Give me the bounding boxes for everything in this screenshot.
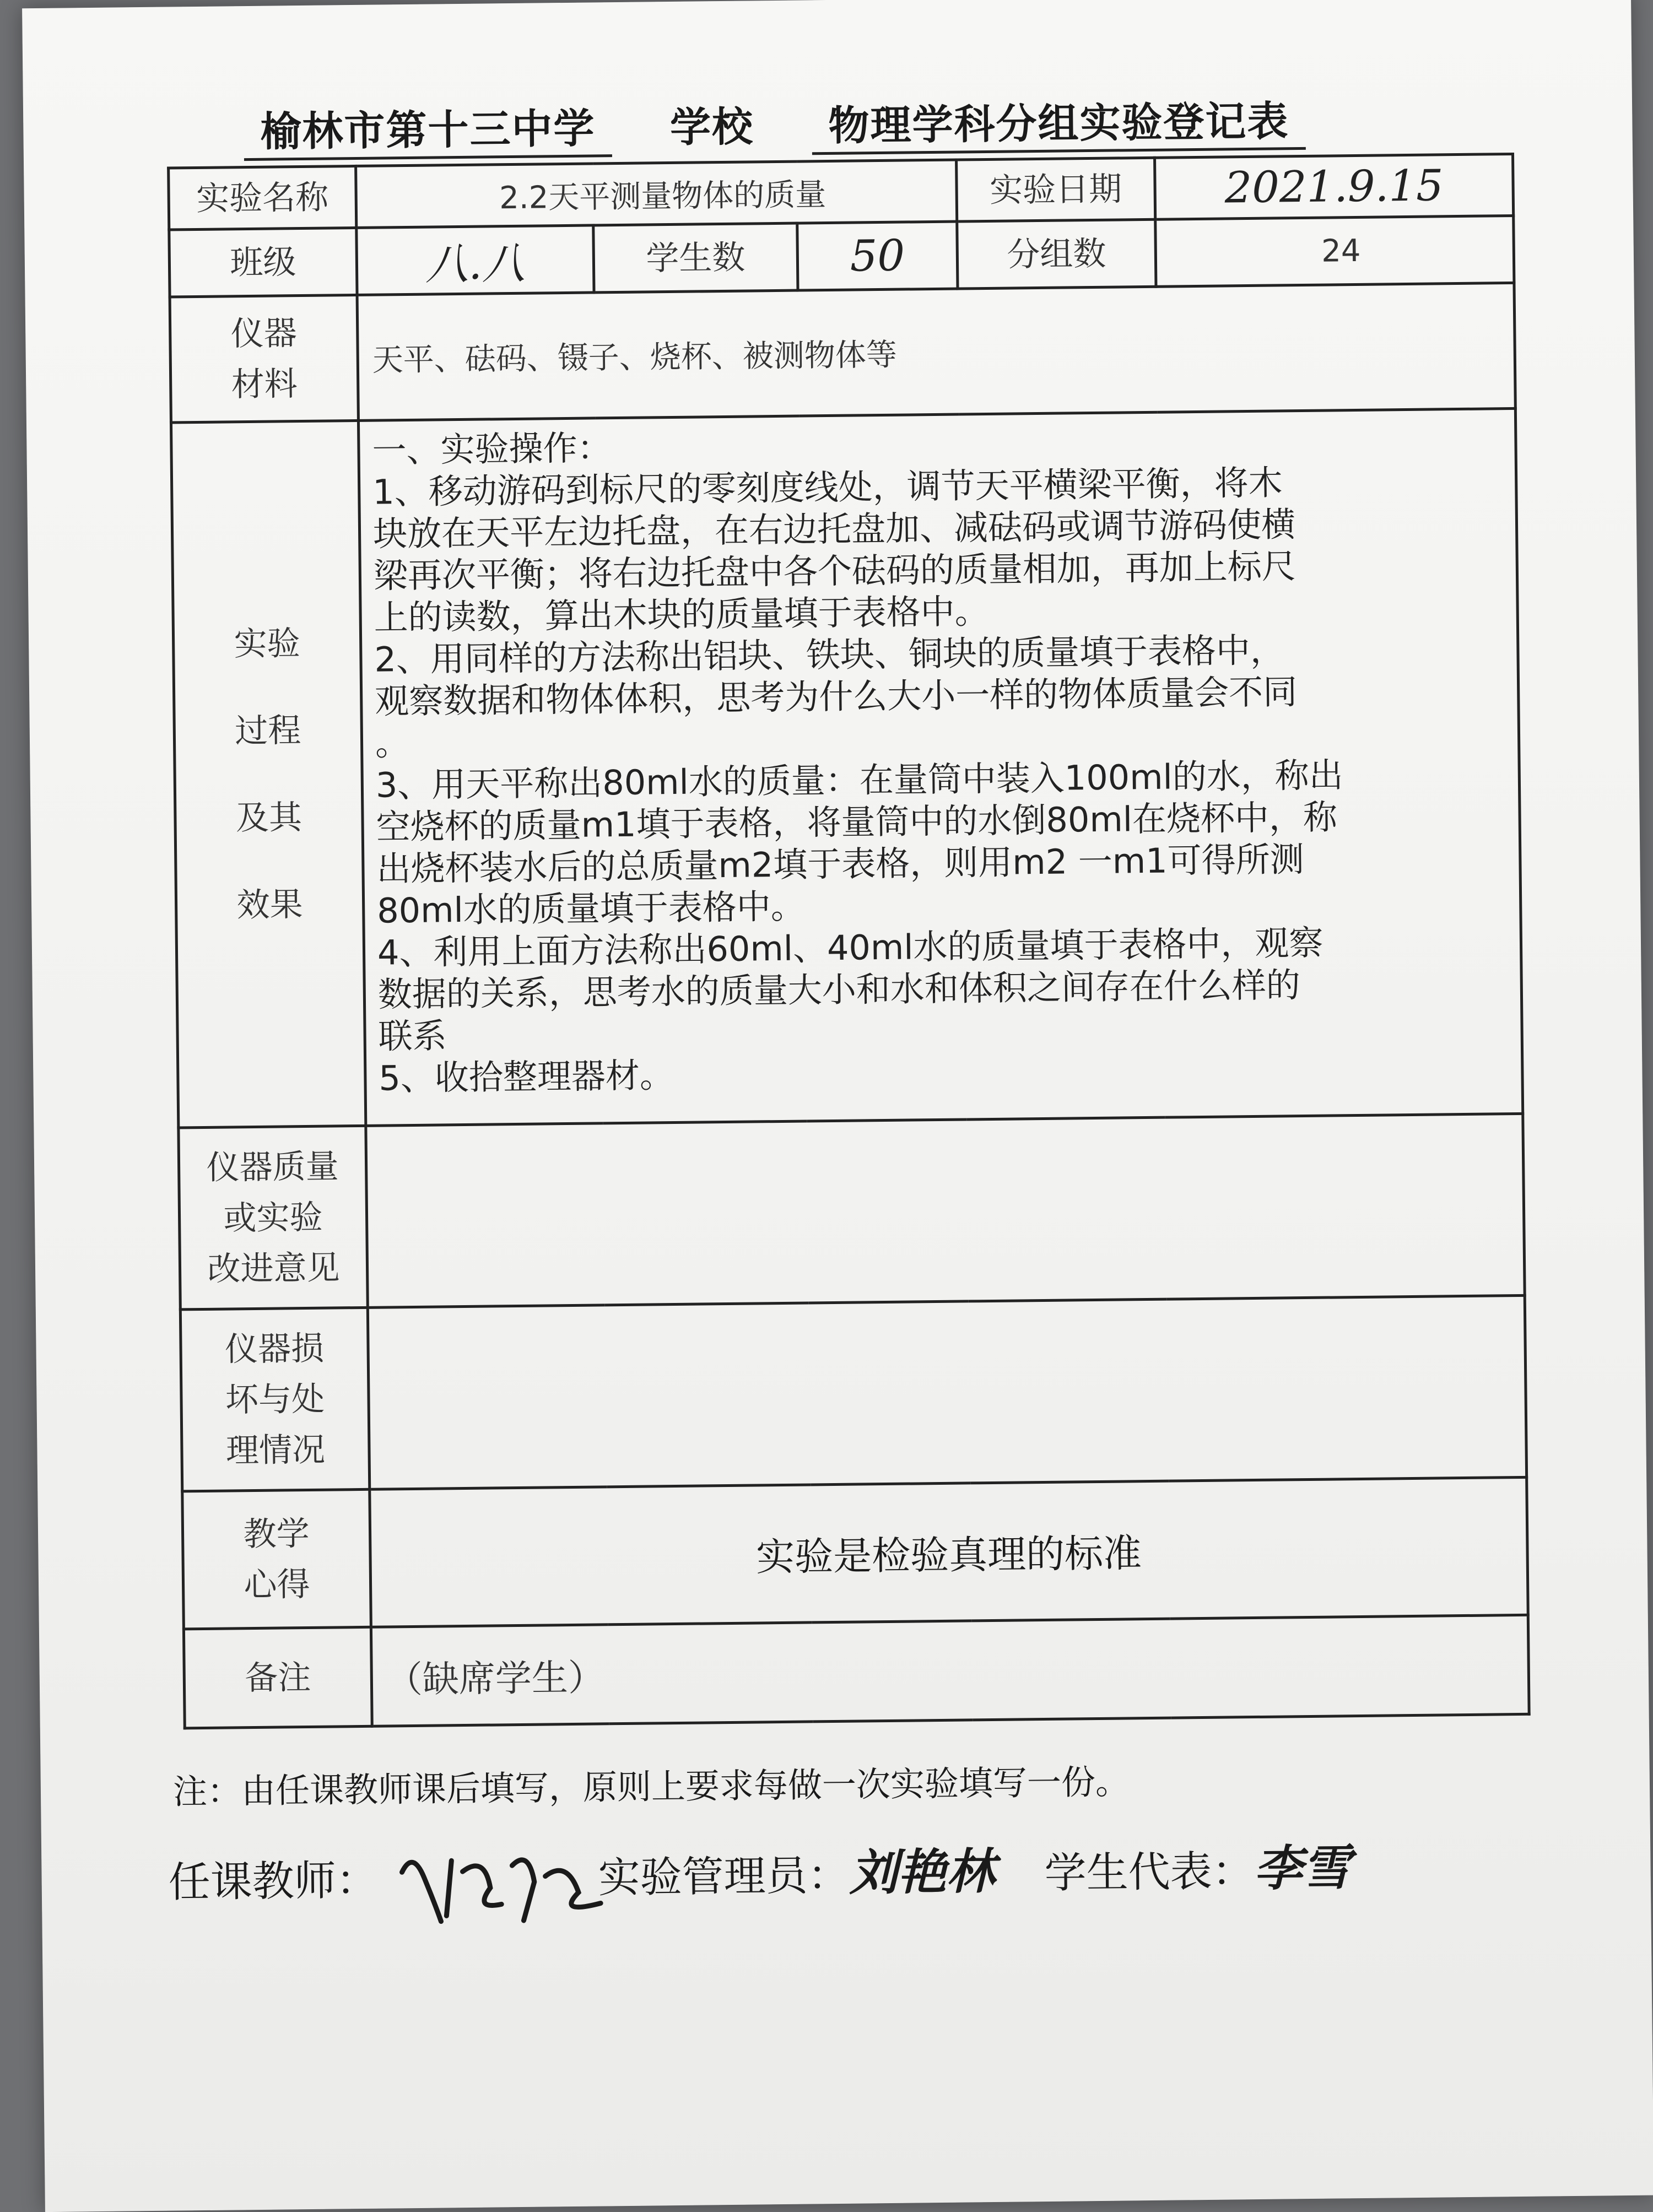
process-content <box>358 408 1522 1126</box>
process-label-line: 及其 <box>235 798 302 837</box>
process-line: 数据的关系，思考水的质量大小和水和体积之间存在什么样的 <box>377 965 1301 1015</box>
teacher-signature-block <box>168 1837 612 1935</box>
process-label-line: 实验 <box>234 624 301 663</box>
school-suffix: 学校 <box>669 103 754 152</box>
admin-label: 实验管理员： <box>598 1850 850 1902</box>
registration-form-paper <box>22 0 1653 2212</box>
quality-value <box>366 1113 1525 1307</box>
process-line: 4、利用上面方法称出60ml、40ml水的质量填于表格中，观察 <box>377 922 1324 973</box>
teacher-handwritten-signature <box>391 1837 612 1933</box>
process-line: 1、移动游码到标尺的零刻度线处，调节天平横梁平衡，将木 <box>372 462 1283 512</box>
process-line: 梁再次平衡；将右边托盘中各个砝码的质量相加，再加上标尺 <box>373 546 1297 596</box>
process-line: 80ml水的质量填于表格中。 <box>376 886 806 931</box>
process-line: 观察数据和物体体积，思考为什么大小一样的物体质量会不同 <box>374 672 1298 722</box>
damage-value <box>368 1295 1526 1489</box>
process-line: 联系 <box>378 1015 447 1057</box>
groups-value: 24 <box>1155 215 1514 286</box>
remarks-value: （缺席学生） <box>371 1615 1529 1726</box>
school-name: 榆林市第十三中学 <box>244 105 612 161</box>
teaching-value: 实验是检验真理的标准 <box>370 1477 1528 1627</box>
quality-label-line: 或实验 <box>223 1198 323 1238</box>
exp-date-label: 实验日期 <box>957 158 1155 221</box>
exp-date-value: 2021.9.15 <box>1155 154 1514 219</box>
student-rep-label: 学生代表： <box>1044 1846 1255 1898</box>
process-line: 5、收拾整理器材。 <box>379 1055 674 1099</box>
exp-name-label: 实验名称 <box>169 166 356 230</box>
process-line: 出烧杯装水后的总质量m2填于表格，则用m2 一m1可得所测 <box>376 839 1304 889</box>
form-title-text: 物理学科分组实验登记表 <box>812 98 1306 155</box>
materials-label-line: 材料 <box>231 364 298 404</box>
exp-name-value: 2.2天平测量物体的质量 <box>356 160 957 228</box>
footer-note: 注：由任课教师课后填写，原则上要求每做一次实验填写一份。 <box>172 1761 1130 1812</box>
damage-label-line: 理情况 <box>225 1430 326 1470</box>
students-value: 50 <box>797 221 958 290</box>
groups-label: 分组数 <box>957 219 1156 289</box>
teaching-label-line: 心得 <box>244 1565 310 1604</box>
class-value: 八.八 <box>356 225 594 295</box>
process-line: 2、用同样的方法称出铝块、铁块、铜块的质量填于表格中， <box>374 630 1285 680</box>
experiment-form-table <box>167 153 1531 1729</box>
damage-label-line: 仪器损 <box>224 1329 325 1369</box>
materials-value: 天平、砝码、镊子、烧杯、被测物体等 <box>357 283 1515 420</box>
quality-label-line: 仪器质量 <box>206 1146 339 1187</box>
materials-label-line: 仪器 <box>230 313 298 353</box>
teaching-label <box>182 1489 371 1629</box>
student-rep-signature-block <box>1044 1829 1351 1902</box>
process-line: 一、实验操作： <box>372 428 612 470</box>
admin-signature-block <box>598 1833 995 1907</box>
admin-name: 刘艳林 <box>849 1842 996 1901</box>
remarks-label: 备注 <box>183 1627 372 1728</box>
quality-label <box>179 1126 368 1310</box>
process-line: 空烧杯的质量m1填于表格，将量筒中的水倒80ml在烧杯中，称 <box>376 797 1338 847</box>
materials-label <box>170 295 358 423</box>
process-line: 3、用天平称出80ml水的质量：在量筒中装入100ml的水，称出 <box>375 755 1344 805</box>
form-title <box>244 87 1456 158</box>
process-line: 上的读数，算出木块的质量填于表格中。 <box>374 591 990 638</box>
students-label: 学生数 <box>593 223 798 293</box>
process-line: 块放在天平左边托盘，在右边托盘加、减砝码或调节游码使横 <box>372 504 1296 554</box>
process-label <box>171 420 365 1127</box>
damage-label <box>180 1307 369 1491</box>
teaching-label-line: 教学 <box>243 1514 310 1554</box>
student-rep-name: 李雪 <box>1254 1838 1352 1897</box>
process-label-line: 过程 <box>234 711 301 750</box>
class-label: 班级 <box>169 228 357 297</box>
process-line: 。 <box>375 723 410 764</box>
quality-label-line: 改进意见 <box>207 1248 340 1289</box>
process-label-line: 效果 <box>236 885 304 924</box>
teacher-label: 任课教师： <box>168 1855 379 1907</box>
damage-label-line: 坏与处 <box>225 1380 325 1420</box>
